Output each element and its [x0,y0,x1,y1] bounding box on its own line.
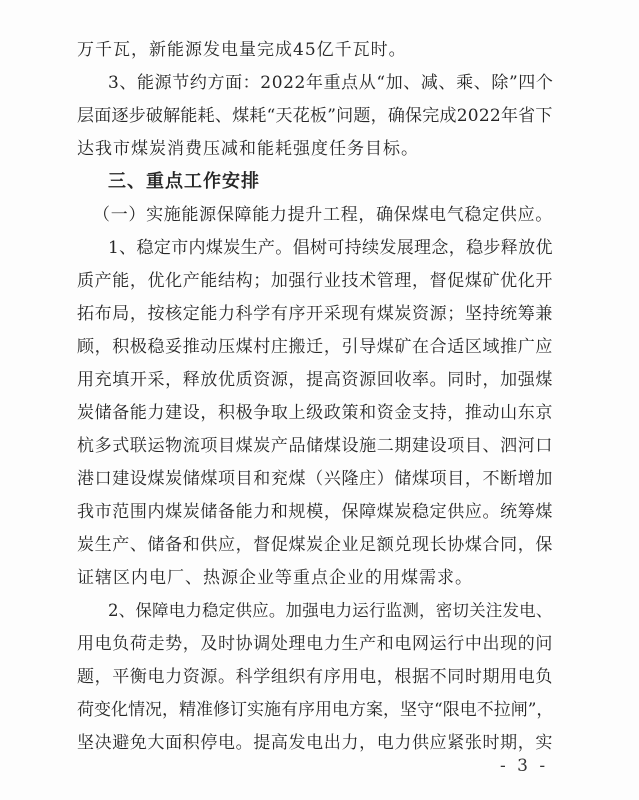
text-line: 用充填开采，释放优质资源，提高资源回收率。同时，加强煤 [77,370,553,390]
text-line: 证辖区内电厂、热源企业等重点企业的用煤需求。 [77,568,473,588]
text-line: 题，平衡电力资源。科学组织有序用电，根据不同时期用电负 [77,667,553,687]
text-line: 达我市煤炭消费压减和能耗强度任务目标。 [77,139,419,159]
text-line: 质产能，优化产能结构；加强行业技术管理，督促煤矿优化开 [77,271,553,291]
section-heading: 三、重点工作安排 [108,171,260,192]
text-line: 炭储备能力建设，积极争取上级政策和资金支持，推动山东京 [77,403,553,423]
text-line: 我市范围内煤炭储备能力和规模，保障煤炭稳定供应。统筹煤 [77,502,553,522]
text-line: 层面逐步破解能耗、煤耗“天花板”问题，确保完成2022年省下 [77,106,553,126]
page-number: - 3 - [500,756,549,776]
text-line: 1、稳定市内煤炭生产。倡树可持续发展理念，稳步释放优 [108,238,553,258]
text-line: 港口建设煤炭储煤项目和兖煤（兴隆庄）储煤项目，不断增加 [77,469,553,489]
text-line: 顾，积极稳妥推动压煤村庄搬迁，引导煤矿在合适区域推广应 [77,337,553,357]
text-line: 3、能源节约方面：2022年重点从“加、减、乘、除”四个 [108,73,554,93]
text-line: 炭生产、储备和供应，督促煤炭企业足额兑现长协煤合同，保 [77,535,553,555]
text-line: 2、保障电力稳定供应。加强电力运行监测，密切关注发电、 [108,601,553,620]
text-line: 杭多式联运物流项目煤炭产品储煤设施二期建设项目、泗河口 [77,436,553,456]
text-line: 拓布局，按核定能力科学有序开采现有煤炭资源；坚持统筹兼 [77,304,553,324]
text-line: 用电负荷走势，及时协调处理电力生产和电网运行中出现的问 [77,634,553,654]
text-line: 万千瓦，新能源发电量完成45亿千瓦时。 [77,40,407,60]
subsection-heading: （一）实施能源保障能力提升工程，确保煤电气稳定供应。 [93,205,553,225]
text-line: 荷变化情况，精准修订实施有序用电方案，坚守“限电不拉闸”， [77,700,554,720]
text-line: 坚决避免大面积停电。提高发电出力，电力供应紧张时期，实 [77,733,553,753]
